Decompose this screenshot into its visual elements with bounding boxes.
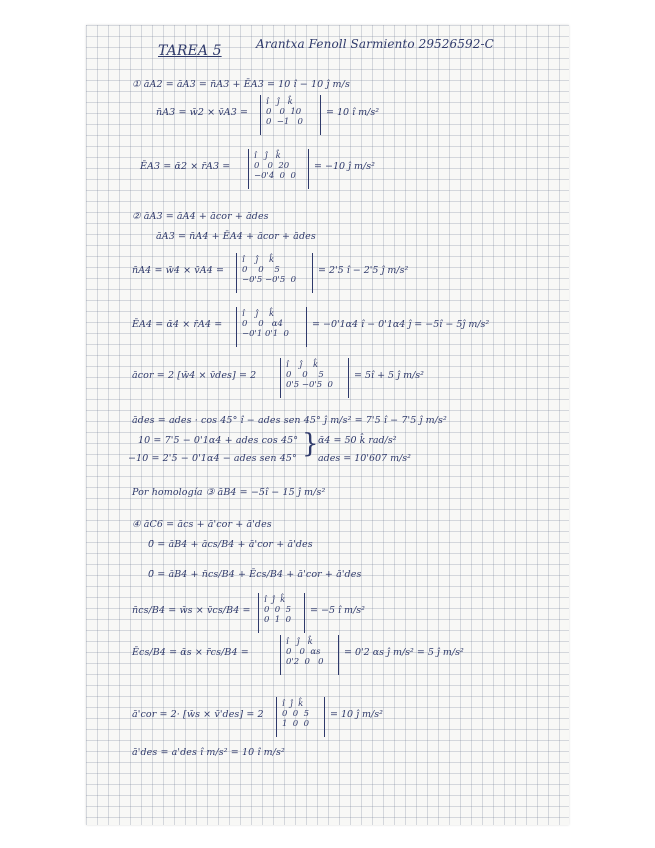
s2-line3: n̄A4 = w̄4 × v̄A4 = (132, 265, 225, 276)
s4-matrix6 (282, 699, 309, 729)
s2-line4: ĒA4 = ᾱ4 × r̄A4 = (132, 319, 223, 330)
page-title: TAREA 5 (158, 43, 222, 59)
matrix-bar (306, 307, 307, 347)
matrix-row: 0 0 5 (282, 709, 310, 719)
matrix-row: 0 0 5 (242, 265, 280, 275)
matrix-bar (260, 95, 261, 135)
s2-line6: ādes = ades · cos 45° î − ades sen 45° ĵ m/s² = 7'5 î − 7'5 ĵ m/s² (132, 415, 447, 426)
matrix-bar (348, 358, 349, 398)
s1-matrix3 (254, 151, 296, 181)
matrix-row: 0 0 5 (264, 605, 292, 615)
s2-line9: Por homología ③ āB4 = −5î − 15 ĵ m/s² (132, 487, 326, 498)
matrix-bar (276, 697, 277, 737)
s2-result8: ades = 10'607 m/s² (318, 453, 411, 464)
s4-matrix5 (286, 637, 323, 667)
s4-line6: ā'cor = 2· [w̄s × v̄'des] = 2 (132, 709, 264, 720)
s2-line8: −10 = 2'5 − 0'1α4 − ades sen 45° (128, 453, 297, 464)
s1-line2: n̄A3 = w̄2 × v̄A3 = (156, 107, 249, 118)
s4-result5: = 0'2 αs ĵ m/s² = 5 ĵ m/s² (344, 647, 464, 658)
right-brace: } (302, 429, 319, 459)
matrix-row: î ĵ k̂ (254, 151, 281, 161)
matrix-bar (258, 593, 259, 633)
s4-matrix4 (264, 595, 291, 625)
s4-line4: n̄cs/B4 = w̄s × v̄cs/B4 = (132, 605, 251, 616)
matrix-row: î ĵ k̂ (286, 360, 319, 370)
matrix-row: î ĵ k̂ (266, 97, 293, 107)
s2-result5: = 5î + 5 ĵ m/s² (354, 370, 424, 381)
matrix-bar (324, 697, 325, 737)
matrix-bar (308, 149, 309, 189)
matrix-row: 0'5 −0'5 0 (286, 380, 333, 390)
matrix-row: 0'2 0 0 (286, 657, 324, 667)
matrix-bar (312, 253, 313, 293)
matrix-row: 0 −1 0 (266, 117, 303, 127)
matrix-bar (236, 253, 237, 293)
matrix-bar (248, 149, 249, 189)
s2-line5: ācor = 2 [w̄4 × v̄des] = 2 (132, 370, 257, 381)
notebook-page (86, 25, 569, 825)
matrix-row: î ĵ k̂ (282, 699, 304, 709)
s4-result6: = 10 ĵ m/s² (330, 709, 383, 720)
matrix-row: 0 0 α4 (242, 319, 283, 329)
matrix-row: 0 0 αs (286, 647, 321, 657)
s2-line7: 10 = 7'5 − 0'1α4 + ades cos 45° (138, 435, 299, 446)
matrix-row: î ĵ k̂ (264, 595, 286, 605)
s1-line1: ① āA2 = āA3 = n̄A3 + ĒA3 = 10 î − 10 ĵ m/s (132, 79, 350, 90)
s4-line2: 0̄ = āB4 + ācs/B4 + ā'cor + ā'des (148, 539, 313, 550)
s2-result4: = −0'1α4 î − 0'1α4 ĵ = −5î − 5ĵ m/s² (312, 319, 490, 330)
s1-result3: = −10 ĵ m/s² (314, 161, 375, 172)
matrix-bar (304, 593, 305, 633)
author-header: Arantxa Fenoll Sarmiento 29526592-C (256, 37, 494, 51)
s4-line7: ā'des = a'des î m/s² = 10 î m/s² (132, 747, 285, 758)
matrix-bar (280, 635, 281, 675)
s4-line5: Ēcs/B4 = ᾱs × r̄cs/B4 = (132, 647, 249, 658)
matrix-bar (320, 95, 321, 135)
matrix-row: −0'1 0'1 0 (242, 329, 289, 339)
matrix-row: 1 0 0 (282, 719, 310, 729)
s4-line3: 0̄ = āB4 + n̄cs/B4 + Ēcs/B4 + ā'cor + ā'des (148, 569, 362, 580)
matrix-bar (236, 307, 237, 347)
matrix-row: 0 1 0 (264, 615, 292, 625)
matrix-row: î ĵ k̂ (242, 309, 275, 319)
s2-matrix4 (242, 309, 289, 339)
matrix-row: 0 0 10 (266, 107, 302, 117)
s1-matrix2 (266, 97, 303, 127)
s2-result3: = 2'5 î − 2'5 ĵ m/s² (318, 265, 409, 276)
s2-matrix3 (242, 255, 296, 285)
s2-matrix5 (286, 360, 333, 390)
s1-line3: ĒA3 = ᾱ2 × r̄A3 = (140, 161, 231, 172)
matrix-bar (280, 358, 281, 398)
matrix-row: 0 0 20 (254, 161, 290, 171)
s4-result4: = −5 î m/s² (310, 605, 365, 616)
matrix-bar (338, 635, 339, 675)
matrix-row: 0 0 5 (286, 370, 324, 380)
matrix-row: −0'5 −0'5 0 (242, 275, 297, 285)
matrix-row: î ĵ k̂ (242, 255, 275, 265)
s4-line1: ④ āC6 = ācs + ā'cor + ā'des (132, 519, 272, 530)
s2-line1: ② āA3 = āA4 + ācor + ādes (132, 211, 269, 222)
matrix-row: î ĵ k̂ (286, 637, 313, 647)
s2-line2: āA3 = n̄A4 + ĒA4 + ācor + ādes (156, 231, 316, 242)
s1-result2: = 10 î m/s² (326, 107, 380, 118)
matrix-row: −0'4 0 0 (254, 171, 296, 181)
s2-result7: ᾱ4 = 50 k̂ rad/s² (318, 435, 397, 446)
